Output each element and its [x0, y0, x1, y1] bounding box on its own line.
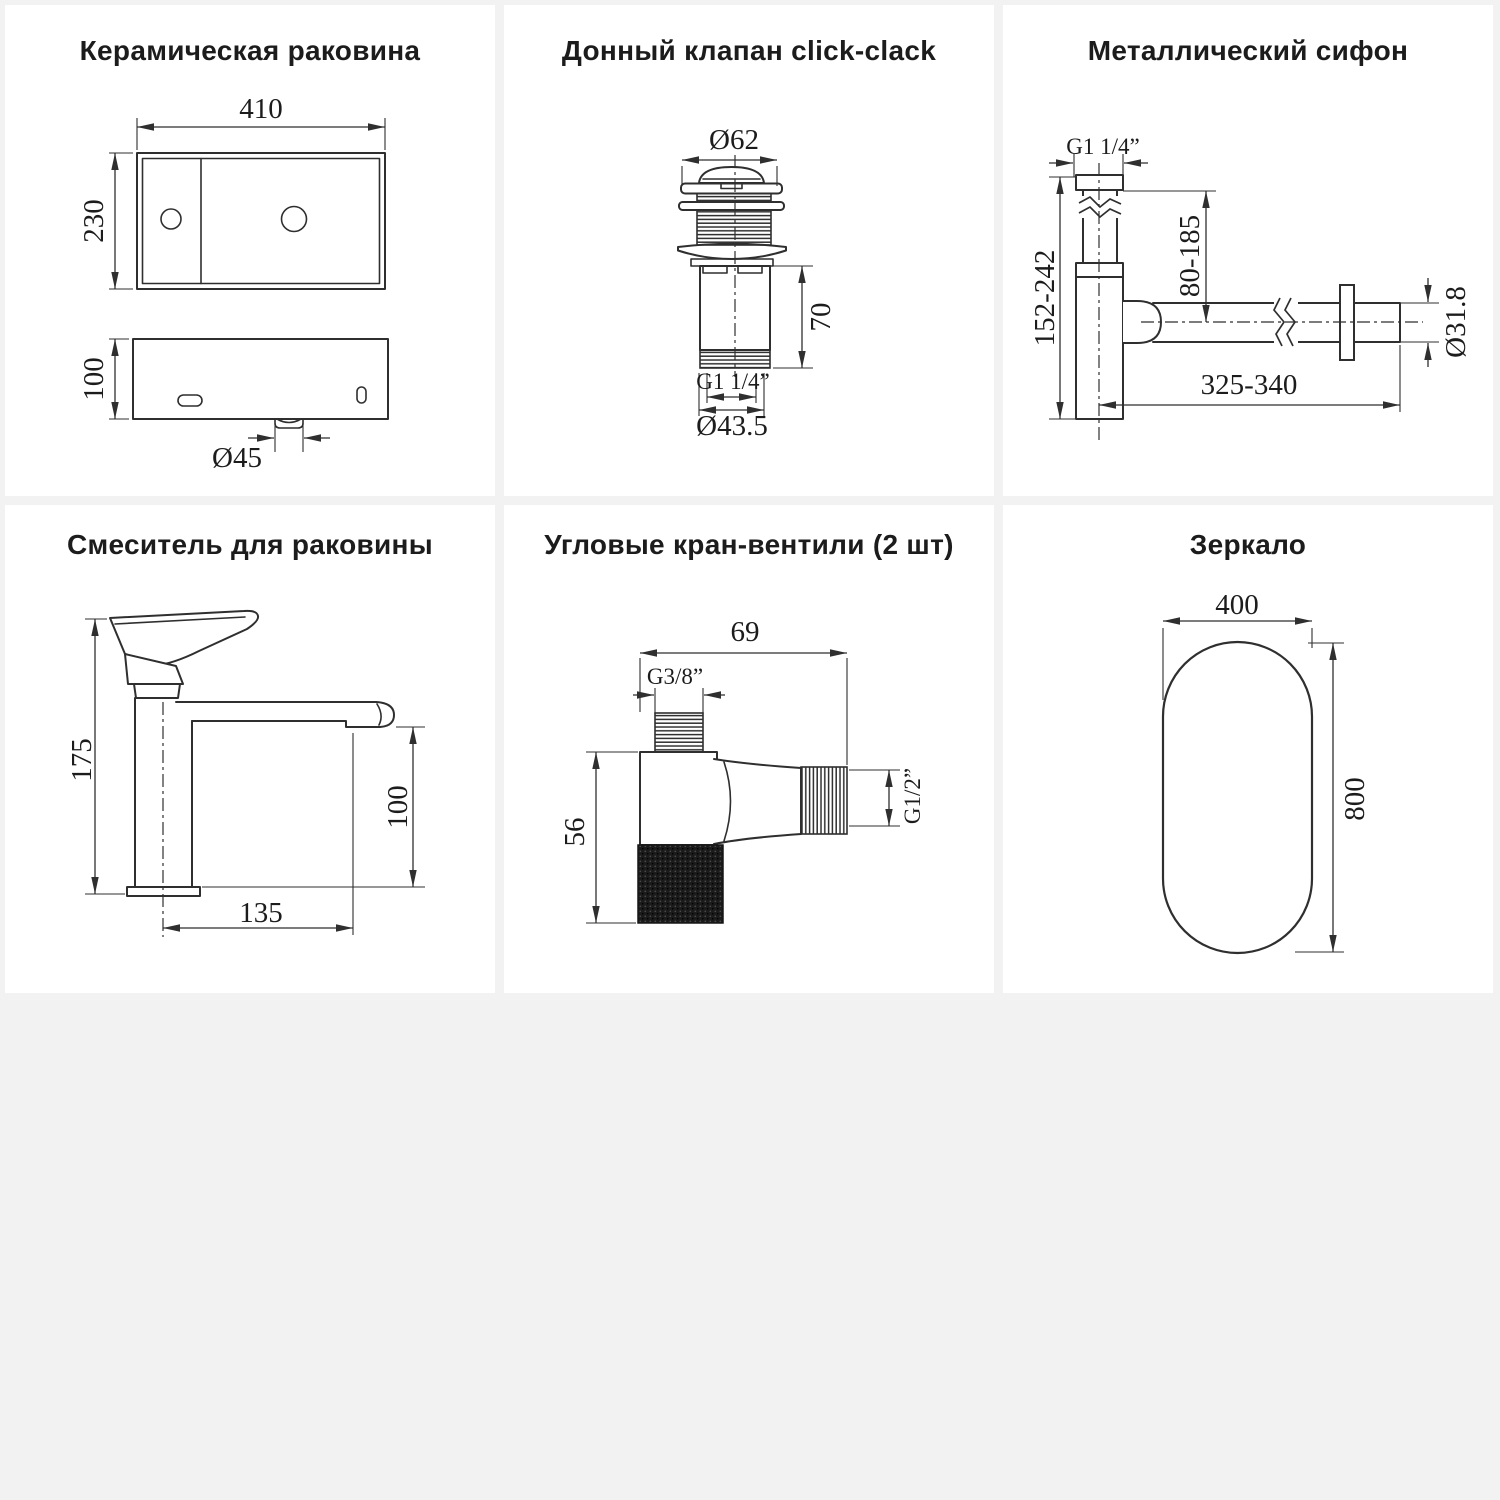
dim-siphon-length: 325-340 — [1200, 369, 1298, 401]
siphon-drawing — [1003, 5, 1493, 496]
panel-title-angle: Угловые кран-вентили (2 шт) — [544, 529, 954, 560]
dim-mixer-reach: 135 — [239, 897, 283, 929]
dim-siphon-thread: G1 1/4” — [1066, 134, 1140, 159]
sink-top-view — [109, 118, 385, 289]
dim-siphon-inlet: 80-185 — [1174, 214, 1206, 298]
panel-title-sink: Керамическая раковина — [79, 35, 421, 66]
mirror-view — [1163, 621, 1344, 953]
dim-angle-outlet: G1/2” — [900, 767, 925, 825]
mixer-view — [85, 611, 425, 937]
mixer-drawing — [5, 505, 495, 993]
dim-mixer-spout-height: 100 — [382, 785, 414, 829]
dim-angle-inlet: G3/8” — [646, 664, 704, 689]
dim-valve-body-height: 70 — [805, 302, 837, 332]
panel-drain-valve — [504, 5, 994, 496]
dim-valve-od: Ø43.5 — [696, 410, 768, 442]
panel-title-mixer: Смеситель для раковины — [67, 529, 433, 560]
panel-angle-valves — [504, 505, 994, 993]
dim-sink-drain: Ø45 — [212, 442, 262, 474]
dim-sink-height: 100 — [78, 357, 110, 401]
panel-ceramic-sink — [5, 5, 495, 496]
dim-angle-height: 56 — [559, 817, 591, 847]
dim-angle-width: 69 — [730, 616, 760, 648]
panel-mixer — [5, 505, 495, 993]
angle-valve-drawing — [504, 505, 994, 993]
panel-mirror — [1003, 505, 1493, 993]
dim-valve-thread: G1 1/4” — [696, 369, 770, 394]
dim-siphon-height: 152-242 — [1029, 249, 1061, 347]
dim-sink-depth: 230 — [78, 199, 110, 243]
dim-valve-cap: Ø62 — [709, 124, 759, 156]
panel-siphon — [1003, 5, 1493, 496]
dim-mirror-height: 800 — [1339, 777, 1371, 821]
dim-mirror-width: 400 — [1215, 589, 1259, 621]
drain-valve-drawing — [504, 5, 994, 496]
panel-title-mirror: Зеркало — [1189, 529, 1307, 560]
dim-sink-width: 410 — [239, 93, 283, 125]
spec-sheet-grid — [5, 5, 1493, 993]
mirror-drawing — [1003, 505, 1493, 993]
panel-title-siphon: Металлический сифон — [1087, 35, 1409, 66]
dim-siphon-pipe: Ø31.8 — [1440, 286, 1472, 358]
sink-side-view — [109, 339, 388, 452]
panel-title-valve: Донный клапан click-clack — [561, 35, 937, 66]
dim-mixer-height: 175 — [66, 738, 98, 782]
angle-valve-view — [586, 653, 900, 923]
sink-drawing — [5, 5, 495, 496]
